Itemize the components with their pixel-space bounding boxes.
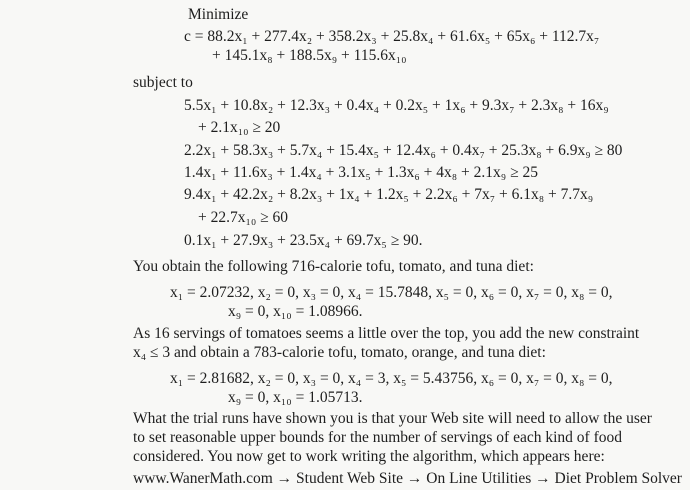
constraint-1b: + 2.1x₁₀ ≥ 20 — [198, 119, 281, 136]
subject-to-label: subject to — [133, 74, 193, 91]
constraint-3: 1.4x₁ + 11.6x₃ + 1.4x₄ + 3.1x₅ + 1.3x₆ + 4x₈ + 2.1x₉ ≥ 25 — [184, 164, 538, 181]
objective-line-1: c = 88.2x₁ + 277.4x₂ + 358.2x₃ + 25.8x₄ + 61.6x₅ + 65x₆ + 112.7x₇ — [184, 28, 600, 45]
solution-1-line-1: x₁ = 2.07232, x₂ = 0, x₃ = 0, x₄ = 15.7848, x₅ = 0, x₆ = 0, x₇ = 0, x₈ = 0, — [170, 284, 613, 301]
navigation-path-link[interactable]: www.WanerMath.com → Student Web Site → On Line Utilities → Diet Problem Solver — [133, 470, 682, 487]
solution-2-line-2: x₉ = 0, x₁₀ = 1.05713. — [228, 389, 363, 406]
solution-1-line-2: x₉ = 0, x₁₀ = 1.08966. — [228, 303, 363, 320]
paragraph-trial-runs-line-1: What the trial runs have shown you is that your Web site will need to allow the user — [133, 410, 652, 427]
constraint-4a: 9.4x₁ + 42.2x₂ + 8.2x₃ + 1x₄ + 1.2x₅ + 2.2x₆ + 7x₇ + 6.1x₈ + 7.7x₉ — [184, 186, 594, 203]
paragraph-trial-runs-line-2: to set reasonable upper bounds for the number of servings of each kind of food — [133, 429, 622, 446]
objective-line-2: + 145.1x₈ + 188.5x₉ + 115.6x₁₀ — [212, 47, 407, 64]
solution-2-line-1: x₁ = 2.81682, x₂ = 0, x₃ = 0, x₄ = 3, x₅ = 5.43756, x₆ = 0, x₇ = 0, x₈ = 0, — [170, 370, 613, 387]
paragraph-tomatoes-line-2: x₄ ≤ 3 and obtain a 783-calorie tofu, tomato, orange, and tuna diet: — [133, 344, 546, 361]
paragraph-diet-716: You obtain the following 716-calorie tofu, tomato, and tuna diet: — [133, 258, 534, 275]
paragraph-trial-runs-line-3: considered. You now get to work writing the algorithm, which appears here: — [133, 448, 605, 465]
constraint-5: 0.1x₁ + 27.9x₃ + 23.5x₄ + 69.7x₅ ≥ 90. — [184, 232, 423, 249]
heading-minimize: Minimize — [188, 6, 249, 23]
constraint-1a: 5.5x₁ + 10.8x₂ + 12.3x₃ + 0.4x₄ + 0.2x₅ + 1x₆ + 9.3x₇ + 2.3x₈ + 16x₉ — [184, 97, 609, 114]
constraint-4b: + 22.7x₁₀ ≥ 60 — [198, 209, 289, 226]
paragraph-tomatoes-line-1: As 16 servings of tomatoes seems a little over the top, you add the new constraint — [133, 325, 640, 342]
constraint-2: 2.2x₁ + 58.3x₃ + 5.7x₄ + 15.4x₅ + 12.4x₆ + 0.4x₇ + 25.3x₈ + 6.9x₉ ≥ 80 — [184, 142, 623, 159]
